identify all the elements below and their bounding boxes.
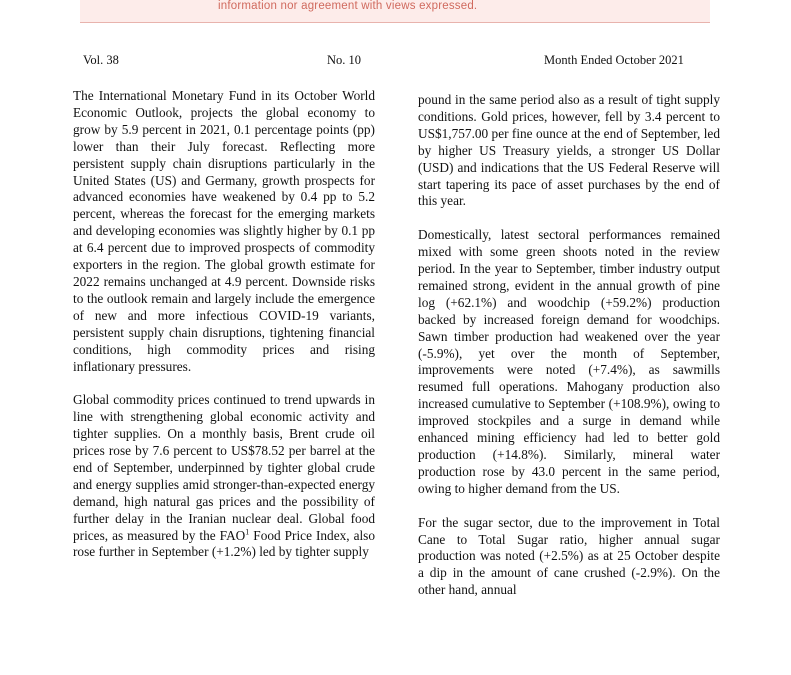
footnote-marker: 1 xyxy=(245,527,250,537)
paragraph-global-outlook: The International Monetary Fund in its October World Economic Outlook, projects the global economy to grow by 5.9 percent in 2021, 0.1 percentage points (pp) lower than their July forecast. Reflecting more persistent supply chain disruptions particularly in the United States (US) and Germany, growth prospects for advanced economies have weakened by 0.4 pp to 5.2 percent, whereas the forecast for the emerging markets and developing economies was slightly higher by 0.1 pp at 6.4 percent due to improved prospects of commodity exporters in the region. The global growth estimate for 2022 remains unchanged at 4.9 percent. Downside risks to the outlook remain and largely include the emergence of new and more infectious COVID-19 variants, persistent supply chain disruptions, tightening financial conditions, high commodity prices and rising inflationary pressures. xyxy=(73,88,375,374)
volume-label: Vol. 38 xyxy=(83,53,119,67)
left-column xyxy=(73,88,375,578)
paragraph-gold-prices: pound in the same period also as a result of tight supply conditions. Gold prices, however, fell by 3.4 percent to US$1,757.00 per fine ounce at the end of September, led by higher US Treasury yields, a stronger US Dollar (USD) and indications that the US Federal Reserve will start tapering its pace of asset purchases by the end of this year. xyxy=(418,92,720,209)
banner-text: information nor agreement with views expressed. xyxy=(218,0,478,12)
paragraph-domestic-sectors: Domestically, latest sectoral performances remained mixed with some green shoots noted in the review period. In the year to September, timber industry output remained strong, evident in the annual growth of pine log (+62.1%) and woodchip (+59.2%) production backed by increased foreign demand for woodchips. Sawn timber production had weakened over the year (-5.9%), yet over the month of September, improvements were noted (+7.4%), as sawmills resumed full operations. Mahogany production also increased cumulative to September (+108.9%), owing to improved stockpiles and a surge in demand while enhanced mining efficiency had led to better gold production (+14.8%). Similarly, mineral water production rose by 43.0 percent in the same period, owing to higher demand from the US. xyxy=(418,227,720,496)
right-column xyxy=(418,92,720,616)
paragraph-text: Food Price Index, also rose further in September (+1.2%) led by tighter supply xyxy=(73,527,376,560)
header-banner xyxy=(80,0,710,23)
paragraph-sugar-sector: For the sugar sector, due to the improvement in Total Cane to Total Sugar ratio, higher annual sugar production was noted (+2.5%) as at 25 October despite a dip in the amount of cane crushed (-2.9%). On the other hand, annual xyxy=(418,514,720,598)
issue-number: No. 10 xyxy=(327,53,362,67)
period-label: Month Ended October 2021 xyxy=(544,53,684,67)
paragraph-commodity-prices xyxy=(73,392,375,561)
paragraph-text: Global commodity prices continued to trend upwards in line with strengthening global economic activity and tighter supplies. On a monthly basis, Brent crude oil prices rose by 7.6 percent to US$78.52 per barrel at the end of September, underpinned by tighter global crude and energy supplies amid stronger-than-expected energy demand, high natural gas prices and the possibility of further delay in the Iranian nuclear deal. Global food prices, as measured by the FAO xyxy=(73,392,375,543)
